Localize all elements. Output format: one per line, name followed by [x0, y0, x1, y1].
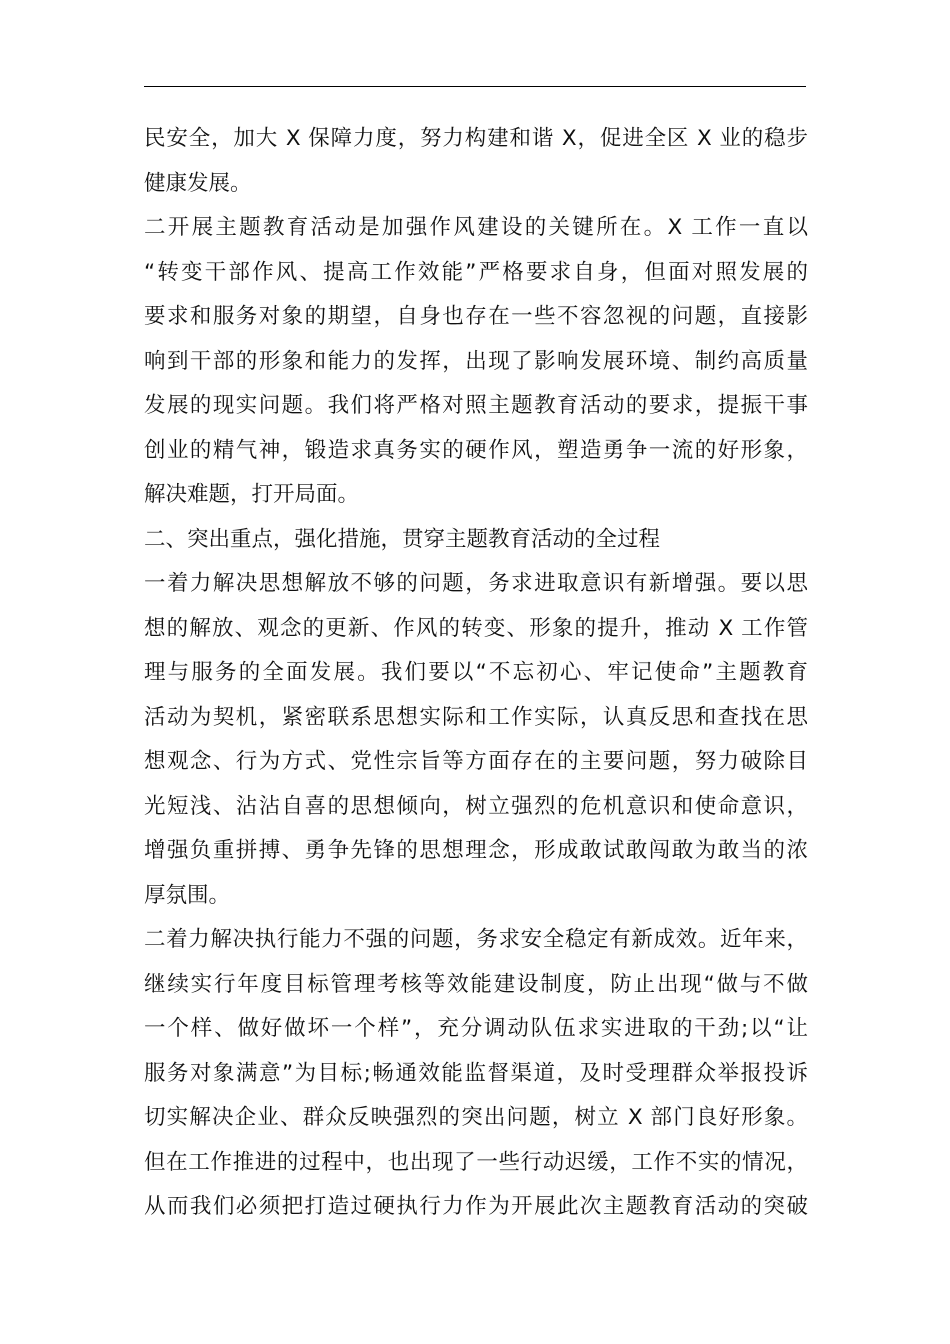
text-line: 但在工作推进的过程中，也出现了一些行动迟缓，工作不实的情况， [144, 1149, 808, 1175]
text-line: 想观念、行为方式、党性宗旨等方面存在的主要问题，努力破除目 [144, 749, 808, 774]
text-line: 增强负重拼搏、勇争先锋的思想理念，形成敢试敢闯敢为敢当的浓 [144, 838, 808, 863]
text-line: 光短浅、沾沾自喜的思想倾向，树立强烈的危机意识和使命意识， [144, 793, 808, 819]
text-line: 二着力解决执行能力不强的问题，务求安全稳定有新成效。近年来， [144, 927, 808, 952]
text-line: 继续实行年度目标管理考核等效能建设制度，防止出现“做与不做 [144, 971, 808, 997]
text-line: 理与服务的全面发展。我们要以“不忘初心、牢记使命”主题教育 [144, 660, 808, 685]
text-line: 一着力解决思想解放不够的问题，务求进取意识有新增强。要以思 [144, 571, 808, 596]
text-line: 健康发展。 [144, 170, 252, 196]
text-line: 切实解决企业、群众反映强烈的突出问题，树立 X 部门良好形象。 [144, 1105, 808, 1130]
text-line: 二、突出重点，强化措施，贯穿主题教育活动的全过程 [144, 526, 661, 552]
text-line: 想的解放、观念的更新、作风的转变、形象的提升，推动 X 工作管 [144, 615, 808, 641]
document-body [144, 117, 808, 1230]
text-line: 活动为契机，紧密联系思想实际和工作实际，认真反思和查找在思 [144, 704, 808, 730]
header-rule [144, 86, 806, 87]
text-line: 从而我们必须把打造过硬执行力作为开展此次主题教育活动的突破 [144, 1194, 808, 1219]
text-line: “转变干部作风、提高工作效能”严格要求自身，但面对照发展的 [144, 259, 808, 285]
text-line: 发展的现实问题。我们将严格对照主题教育活动的要求，提振干事 [144, 393, 808, 418]
text-line: 解决难题，打开局面。 [144, 482, 360, 507]
text-line: 响到干部的形象和能力的发挥，出现了影响发展环境、制约高质量 [144, 348, 808, 374]
text-line: 要求和服务对象的期望，自身也存在一些不容忽视的问题，直接影 [144, 304, 808, 329]
text-line: 厚氛围。 [144, 882, 231, 908]
text-line: 服务对象满意”为目标;畅通效能监督渠道，及时受理群众举报投诉 [144, 1060, 808, 1086]
text-line: 二开展主题教育活动是加强作风建设的关键所在。X 工作一直以 [144, 215, 808, 240]
text-line: 民安全，加大 X 保障力度，努力构建和谐 X，促进全区 X 业的稳步 [144, 126, 808, 151]
text-line: 一个样、做好做坏一个样”，充分调动队伍求实进取的干劲;以“让 [144, 1016, 808, 1041]
text-line: 创业的精气神，锻造求真务实的硬作风，塑造勇争一流的好形象， [144, 437, 808, 463]
